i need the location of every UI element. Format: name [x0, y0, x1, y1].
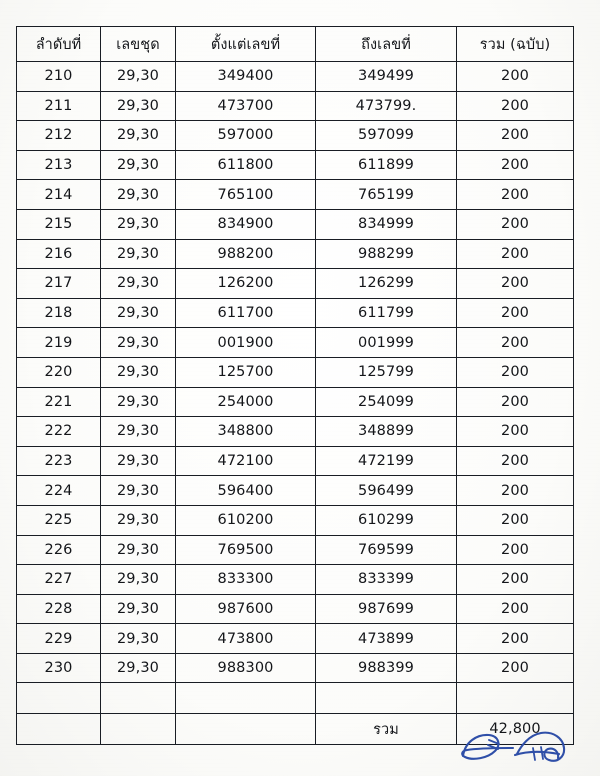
- cell-sequence: 225: [17, 505, 101, 535]
- table-row: [17, 535, 574, 565]
- cell-total: 200: [457, 594, 574, 624]
- table-row: [17, 91, 574, 121]
- cell-set: 29,30: [101, 269, 176, 299]
- cell-set: 29,30: [101, 62, 176, 92]
- cell-from: 473700: [176, 91, 316, 121]
- cell-total: 200: [457, 121, 574, 151]
- cell-sequence: 226: [17, 535, 101, 565]
- table-row: [17, 446, 574, 476]
- cell-from: 126200: [176, 269, 316, 299]
- cell-sequence: 220: [17, 357, 101, 387]
- cell-to: 769599: [316, 535, 457, 565]
- column-header-from: ตั้งแต่เลขที่: [176, 27, 316, 62]
- cell-to: 473799.: [316, 91, 457, 121]
- table-row: [17, 239, 574, 269]
- cell-from: 834900: [176, 209, 316, 239]
- cell-to: 765199: [316, 180, 457, 210]
- cell-total: 200: [457, 357, 574, 387]
- table-row: [17, 298, 574, 328]
- cell-sequence: 210: [17, 62, 101, 92]
- cell-sequence: 222: [17, 417, 101, 447]
- cell-from: 348800: [176, 417, 316, 447]
- cell-from: 473800: [176, 624, 316, 654]
- cell-from: 472100: [176, 446, 316, 476]
- table-row: [17, 565, 574, 595]
- cell-from: 610200: [176, 505, 316, 535]
- cell-total: 200: [457, 505, 574, 535]
- cell-to: 988399: [316, 653, 457, 683]
- cell-sequence: 228: [17, 594, 101, 624]
- table-row: [17, 269, 574, 299]
- table-row: [17, 476, 574, 506]
- cell-total: 200: [457, 91, 574, 121]
- empty-row: [17, 683, 574, 714]
- column-header-set: เลขชุด: [101, 27, 176, 62]
- cell-sequence: 211: [17, 91, 101, 121]
- cell-from: 611700: [176, 298, 316, 328]
- cell-set: 29,30: [101, 417, 176, 447]
- cell-total: 200: [457, 565, 574, 595]
- table-row: [17, 121, 574, 151]
- cell-to: 254099: [316, 387, 457, 417]
- cell-set: 29,30: [101, 446, 176, 476]
- cell-to: 611899: [316, 150, 457, 180]
- cell-total: 200: [457, 209, 574, 239]
- total-value: 42,800: [457, 714, 574, 745]
- table-header: [17, 27, 574, 62]
- table-row: [17, 417, 574, 447]
- cell-total: 200: [457, 180, 574, 210]
- cell-from: 611800: [176, 150, 316, 180]
- cell-to: 125799: [316, 357, 457, 387]
- ledger-table-container: [16, 26, 573, 745]
- table-row: [17, 150, 574, 180]
- total-row-cell-set: [101, 714, 176, 745]
- cell-sequence: 213: [17, 150, 101, 180]
- cell-total: 200: [457, 269, 574, 299]
- empty-cell-sequence: [17, 683, 101, 714]
- cell-to: 597099: [316, 121, 457, 151]
- cell-total: 200: [457, 298, 574, 328]
- cell-sequence: 229: [17, 624, 101, 654]
- cell-to: 596499: [316, 476, 457, 506]
- total-label: รวม: [316, 714, 457, 745]
- cell-sequence: 215: [17, 209, 101, 239]
- cell-set: 29,30: [101, 150, 176, 180]
- table-row: [17, 387, 574, 417]
- cell-from: 001900: [176, 328, 316, 358]
- cell-from: 987600: [176, 594, 316, 624]
- cell-to: 473899: [316, 624, 457, 654]
- cell-to: 987699: [316, 594, 457, 624]
- cell-from: 597000: [176, 121, 316, 151]
- cell-sequence: 224: [17, 476, 101, 506]
- cell-total: 200: [457, 387, 574, 417]
- cell-to: 349499: [316, 62, 457, 92]
- cell-set: 29,30: [101, 476, 176, 506]
- column-header-to: ถึงเลขที่: [316, 27, 457, 62]
- cell-to: 126299: [316, 269, 457, 299]
- cell-to: 611799: [316, 298, 457, 328]
- ledger-table: [16, 26, 574, 745]
- cell-sequence: 212: [17, 121, 101, 151]
- handwritten-signature: [455, 726, 585, 772]
- cell-from: 769500: [176, 535, 316, 565]
- table-row: [17, 209, 574, 239]
- header-row: [17, 27, 574, 62]
- empty-cell-to: [316, 683, 457, 714]
- total-row-cell-sequence: [17, 714, 101, 745]
- cell-from: 125700: [176, 357, 316, 387]
- cell-to: 472199: [316, 446, 457, 476]
- column-header-sequence: ลำดับที่: [17, 27, 101, 62]
- cell-total: 200: [457, 328, 574, 358]
- cell-total: 200: [457, 239, 574, 269]
- cell-to: 610299: [316, 505, 457, 535]
- cell-set: 29,30: [101, 180, 176, 210]
- cell-sequence: 230: [17, 653, 101, 683]
- cell-from: 988200: [176, 239, 316, 269]
- cell-set: 29,30: [101, 328, 176, 358]
- cell-set: 29,30: [101, 387, 176, 417]
- table-row: [17, 357, 574, 387]
- cell-from: 349400: [176, 62, 316, 92]
- table-row: [17, 594, 574, 624]
- cell-set: 29,30: [101, 298, 176, 328]
- cell-sequence: 223: [17, 446, 101, 476]
- table-body: [17, 62, 574, 745]
- cell-total: 200: [457, 653, 574, 683]
- cell-sequence: 227: [17, 565, 101, 595]
- cell-sequence: 217: [17, 269, 101, 299]
- cell-set: 29,30: [101, 357, 176, 387]
- cell-from: 765100: [176, 180, 316, 210]
- cell-total: 200: [457, 476, 574, 506]
- cell-set: 29,30: [101, 121, 176, 151]
- cell-sequence: 218: [17, 298, 101, 328]
- cell-sequence: 214: [17, 180, 101, 210]
- cell-to: 833399: [316, 565, 457, 595]
- cell-set: 29,30: [101, 653, 176, 683]
- cell-set: 29,30: [101, 239, 176, 269]
- table-row: [17, 653, 574, 683]
- cell-from: 254000: [176, 387, 316, 417]
- cell-to: 001999: [316, 328, 457, 358]
- empty-cell-total: [457, 683, 574, 714]
- table-row: [17, 505, 574, 535]
- cell-total: 200: [457, 417, 574, 447]
- cell-from: 988300: [176, 653, 316, 683]
- cell-set: 29,30: [101, 594, 176, 624]
- cell-set: 29,30: [101, 505, 176, 535]
- cell-sequence: 221: [17, 387, 101, 417]
- cell-total: 200: [457, 150, 574, 180]
- table-row: [17, 624, 574, 654]
- cell-set: 29,30: [101, 535, 176, 565]
- total-row-cell-from: [176, 714, 316, 745]
- cell-sequence: 216: [17, 239, 101, 269]
- cell-to: 988299: [316, 239, 457, 269]
- cell-set: 29,30: [101, 209, 176, 239]
- cell-to: 348899: [316, 417, 457, 447]
- cell-sequence: 219: [17, 328, 101, 358]
- cell-total: 200: [457, 624, 574, 654]
- table-row: [17, 180, 574, 210]
- cell-set: 29,30: [101, 565, 176, 595]
- empty-cell-from: [176, 683, 316, 714]
- cell-to: 834999: [316, 209, 457, 239]
- cell-from: 596400: [176, 476, 316, 506]
- table-row: [17, 328, 574, 358]
- cell-set: 29,30: [101, 91, 176, 121]
- column-header-total: รวม (ฉบับ): [457, 27, 574, 62]
- cell-set: 29,30: [101, 624, 176, 654]
- cell-from: 833300: [176, 565, 316, 595]
- empty-cell-set: [101, 683, 176, 714]
- cell-total: 200: [457, 535, 574, 565]
- cell-total: 200: [457, 446, 574, 476]
- table-row: [17, 62, 574, 92]
- cell-total: 200: [457, 62, 574, 92]
